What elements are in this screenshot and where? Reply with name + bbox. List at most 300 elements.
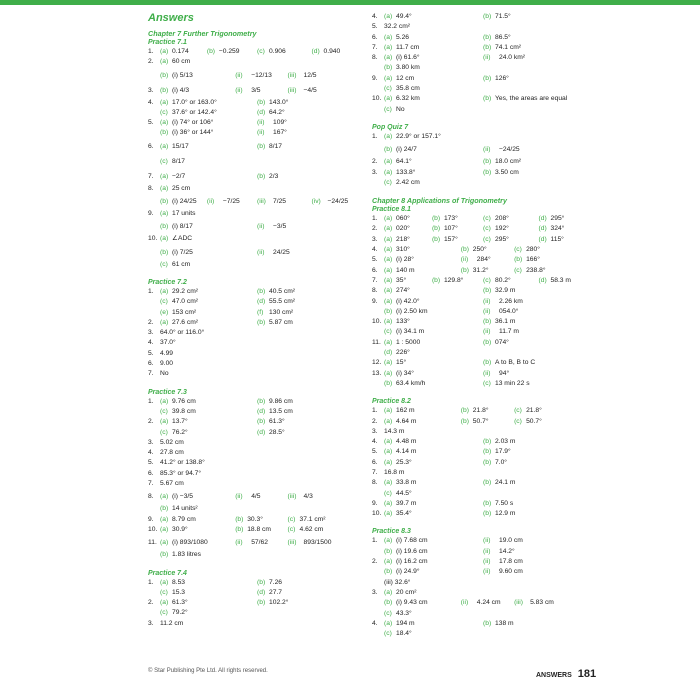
question-number: 4. [148, 98, 154, 106]
answer-value: 15/17 [172, 142, 189, 150]
section-gap [372, 188, 594, 196]
part-label: (c) [514, 266, 522, 274]
part-label: (a) [384, 266, 393, 274]
part-label: (a) [160, 235, 169, 243]
answer-value: 71.5° [495, 13, 511, 20]
answer-row [148, 68, 366, 83]
part-label: (b) [431, 276, 441, 284]
part-label: (b) [235, 515, 244, 523]
answer-value: (i) 19.6 cm [396, 547, 428, 555]
answer-value: 0.906 [269, 48, 286, 55]
answer-row [372, 286, 594, 296]
part-label: (c) [483, 276, 491, 284]
section-gap [148, 270, 366, 278]
answer-value: 4.99 [160, 349, 174, 357]
part-label: (iii) [287, 71, 297, 79]
section-gap [148, 561, 366, 569]
answer-row [148, 260, 366, 270]
answer-value: 167° [273, 129, 287, 137]
answer-value: 126° [495, 74, 509, 82]
answer-row [372, 338, 594, 348]
answer-value: 50.7° [472, 417, 489, 425]
practice-heading: Practice 8.2 [372, 398, 411, 406]
part-label: (b) [160, 71, 169, 79]
answer-value: No [160, 370, 169, 378]
part-label: (c) [483, 215, 491, 223]
answer-row [372, 468, 594, 478]
answer-row [148, 209, 366, 219]
part-label: (a) [160, 599, 169, 607]
answer-row [372, 266, 594, 276]
question-number: 8. [148, 184, 154, 192]
answer-row [372, 157, 594, 167]
answer-value: 0.940 [323, 48, 341, 55]
answer-value: 5.83 cm [530, 599, 554, 607]
answer-row [372, 458, 594, 468]
part-label: (ii) [483, 568, 491, 576]
part-label: (f) [257, 308, 264, 316]
answer-row [148, 308, 366, 318]
part-label: (ii) [460, 599, 469, 607]
answer-value: 63.4 km/h [396, 379, 426, 387]
part-label: (a) [384, 235, 393, 243]
answer-value: 25 cm [172, 184, 191, 192]
answer-value: 13.5 cm [269, 407, 293, 415]
part-label: (c) [514, 407, 522, 415]
answer-row [372, 33, 594, 43]
part-label: (c) [384, 105, 392, 113]
part-label: (ii) [257, 223, 265, 231]
part-label: (b) [257, 418, 266, 426]
part-label: (d) [538, 225, 547, 233]
answer-row [148, 297, 366, 307]
part-label: (b) [483, 168, 492, 176]
answer-row [372, 427, 594, 437]
part-label: (iii) [257, 198, 266, 206]
question-number: 10. [372, 318, 382, 326]
question-number: 3. [372, 235, 378, 243]
part-label: (b) [384, 599, 393, 607]
part-label: (c) [384, 85, 392, 93]
part-label: (ii) [483, 328, 491, 336]
part-label: (b) [160, 248, 169, 256]
part-label: (a) [384, 458, 393, 466]
answer-value: 109° [273, 119, 287, 127]
part-label: (ii) [460, 256, 469, 264]
part-label: (iii) [287, 493, 297, 501]
part-label: (b) [483, 448, 492, 456]
right-answers-body [372, 12, 594, 639]
answer-value: 173° [443, 215, 458, 223]
answer-value: 44.5° [396, 489, 412, 497]
part-label: (d) [257, 428, 266, 436]
practice-heading: Practice 8.1 [372, 206, 411, 214]
part-label: (d) [257, 407, 266, 415]
part-label: (a) [160, 318, 169, 326]
answer-value: 4.64 m [396, 417, 417, 425]
part-label: (a) [384, 54, 393, 62]
answer-row [372, 536, 594, 546]
part-label: (c) [384, 178, 392, 186]
answer-value: (i) 34° [396, 369, 414, 377]
part-label: (b) [235, 525, 244, 533]
part-label: (d) [384, 349, 393, 357]
answer-value: 80.2° [495, 276, 511, 284]
answer-value: −0.259 [218, 48, 240, 55]
part-label: (a) [384, 276, 393, 284]
answer-row [148, 438, 366, 448]
answer-row [372, 53, 594, 63]
answer-value: −7/25 [222, 198, 240, 206]
part-label: (a) [384, 338, 393, 346]
part-label: (a) [384, 369, 393, 377]
question-number: 9. [148, 515, 154, 523]
answer-row [148, 469, 366, 479]
question-number: 8. [148, 493, 154, 501]
answer-row [372, 369, 594, 379]
answer-row [148, 108, 366, 118]
answer-value: 9.00 [160, 360, 174, 368]
part-label: (c) [257, 48, 265, 55]
part-label: (d) [538, 276, 547, 284]
answer-row [372, 43, 594, 53]
answer-row [148, 407, 366, 417]
question-number: 5. [148, 119, 154, 127]
question-number: 6. [372, 458, 378, 466]
question-number: 2. [372, 417, 378, 425]
copyright-footer: © Star Publishing Pte Ltd. All rights reserved. [148, 668, 268, 674]
part-label: (a) [160, 142, 169, 150]
question-number: 11. [372, 338, 381, 346]
answer-row [372, 598, 594, 608]
question-number: 4. [148, 449, 154, 457]
answer-value: 24.0 km² [499, 54, 526, 62]
practice-heading: Pop Quiz 7 [372, 123, 409, 131]
answer-value: 20 cm² [396, 588, 417, 596]
answer-value: 19.0 cm [499, 537, 523, 545]
answer-value: 27.8 cm [160, 449, 184, 457]
answer-value: 57/62 [251, 539, 268, 547]
answer-value: 30.3° [247, 515, 263, 523]
part-label: (b) [460, 246, 469, 254]
part-label: (c) [160, 108, 168, 116]
part-label: (a) [384, 95, 393, 103]
question-number: 12. [372, 359, 382, 367]
answer-value: 157° [443, 235, 458, 243]
part-label: (b) [431, 225, 441, 233]
part-label: (a) [160, 397, 169, 405]
answer-value: 15.3 [172, 588, 186, 596]
answer-row [148, 234, 366, 244]
answer-value: (i) 7/25 [172, 248, 193, 256]
part-label: (a) [384, 168, 393, 176]
question-number: 9. [372, 74, 378, 82]
question-number: 2. [148, 599, 154, 607]
answer-value: (i) 9.43 cm [396, 599, 428, 607]
answer-value: −2/7 [172, 172, 186, 180]
part-label: (b) [460, 407, 469, 415]
answer-value: (i) 7.68 cm [396, 537, 428, 545]
part-label: (c) [160, 588, 168, 596]
answer-value: 15° [396, 359, 407, 367]
part-label: (c) [483, 225, 491, 233]
question-number: 10. [148, 525, 158, 533]
left-answers-body [148, 29, 366, 629]
question-number: 13. [372, 369, 382, 377]
answer-value: 29.2 cm² [172, 287, 199, 295]
answer-row [148, 417, 366, 427]
part-label: (b) [483, 13, 492, 20]
question-number: 7. [148, 370, 154, 378]
part-label: (b) [483, 43, 492, 51]
answer-value: 2.42 cm [396, 178, 420, 186]
answer-row [372, 609, 594, 619]
answer-value: 7/25 [273, 198, 287, 206]
answer-row [372, 245, 594, 255]
answer-value: 61 cm [172, 260, 191, 268]
part-label: (b) [483, 287, 492, 295]
answer-value: 27.6 cm² [172, 318, 199, 326]
answer-value: 280° [526, 246, 540, 254]
answer-row [372, 22, 594, 32]
answer-value: 138 m [495, 619, 514, 627]
answer-row [372, 224, 594, 234]
part-label: (d) [257, 588, 266, 596]
answer-value: 14 units² [172, 505, 198, 513]
part-label: (ii) [483, 54, 491, 62]
answer-row [148, 489, 366, 504]
part-label: (a) [160, 119, 169, 127]
part-label: (b) [460, 417, 469, 425]
answer-value: 102.2° [269, 599, 289, 607]
answer-row [148, 318, 366, 328]
answer-value: 50.7° [526, 417, 542, 425]
part-label: (ii) [257, 119, 265, 127]
question-number: 2. [148, 58, 154, 66]
part-label: (d) [257, 298, 266, 306]
answer-value: 4.14 m [396, 448, 417, 456]
part-label: (c) [384, 489, 392, 497]
part-label: (a) [160, 172, 169, 180]
part-label: (a) [384, 558, 393, 566]
part-label: (a) [384, 499, 393, 507]
footer-section-label: ANSWERS [536, 672, 572, 679]
part-label: (c) [384, 328, 392, 336]
section-gap [372, 115, 594, 123]
question-number: 4. [372, 619, 378, 627]
question-number: 3. [148, 619, 154, 627]
answer-value: 18.0 cm² [495, 158, 522, 166]
part-label: (b) [160, 198, 169, 206]
part-label: (ii) [257, 129, 265, 137]
answer-value: 2/3 [269, 172, 279, 180]
answer-value: 2.03 m [495, 438, 516, 446]
part-label: (b) [257, 599, 266, 607]
part-label: (b) [257, 142, 266, 150]
answer-value: −4/5 [303, 86, 317, 94]
answer-value: (i) 16.2 cm [396, 558, 428, 566]
answer-value: 274° [396, 287, 410, 295]
answer-value: 8/17 [269, 142, 283, 150]
answer-row [372, 132, 594, 142]
answer-row [148, 83, 366, 98]
answer-value: 4.62 cm [299, 525, 324, 533]
answer-value: 47.0 cm² [172, 298, 199, 306]
part-label: (iii) [514, 599, 523, 607]
part-label: (a) [160, 58, 169, 66]
answer-value: (i) 24.9° [396, 568, 420, 576]
part-label: (a) [384, 438, 393, 446]
answer-value: 25.3° [396, 458, 412, 466]
answer-value: 4.48 m [396, 438, 417, 446]
part-label: (iv) [311, 198, 321, 206]
part-label: (a) [160, 578, 169, 586]
practice-heading: Practice 8.3 [372, 528, 411, 536]
answer-row [372, 317, 594, 327]
answer-value: (i) 24/25 [172, 198, 197, 206]
question-number: 4. [372, 438, 378, 446]
part-label: (a) [384, 510, 393, 518]
part-label: (ii) [235, 86, 243, 94]
answer-value: 074° [495, 338, 509, 346]
answer-row [372, 358, 594, 368]
part-label: (ii) [257, 248, 265, 256]
answer-value: 61.3° [269, 418, 285, 426]
question-number: 4. [372, 13, 378, 20]
answer-value: 41.2° or 138.8° [160, 459, 205, 467]
answer-value: 18.4° [396, 630, 412, 638]
part-label: (a) [384, 225, 393, 233]
section-gap [372, 389, 594, 397]
answer-value: (i) 34.1 m [396, 328, 425, 336]
part-label: (e) [160, 308, 169, 316]
practice-heading: Practice 7.4 [148, 569, 187, 577]
answer-value: −12/13 [251, 71, 272, 79]
part-label: (b) [384, 379, 393, 387]
part-label: (b) [160, 223, 169, 231]
question-number: 7. [372, 468, 378, 476]
part-label: (a) [384, 588, 393, 596]
answer-value: 30.9° [172, 525, 188, 533]
part-label: (ii) [483, 297, 491, 305]
answer-row [372, 74, 594, 84]
question-number: 3. [372, 168, 378, 176]
part-label: (a) [384, 158, 393, 166]
answer-value: 12.9 m [495, 510, 516, 518]
answer-value: 166° [526, 256, 540, 264]
question-number: 7. [372, 43, 378, 51]
answer-value: ∠ADC [172, 235, 193, 243]
answers-right-column [372, 12, 594, 639]
part-label: (a) [160, 515, 169, 523]
question-number: 6. [148, 360, 154, 368]
answer-row [148, 479, 366, 489]
part-label: (c) [514, 246, 522, 254]
part-label: (b) [206, 48, 216, 55]
answer-value: 35.8 cm [396, 85, 420, 93]
answer-value: 4/3 [303, 493, 313, 501]
answer-value: 893/1500 [303, 539, 332, 547]
part-label: (ii) [206, 198, 215, 206]
answer-row [372, 297, 594, 307]
practice-heading: Practice 7.3 [148, 388, 187, 396]
part-label: (a) [384, 132, 393, 140]
answer-row [148, 128, 366, 138]
question-number: 9. [372, 499, 378, 507]
answer-value: 61.3° [172, 599, 188, 607]
answer-value: 11.7 m [499, 328, 519, 336]
answer-value: 86.5° [495, 33, 511, 41]
answer-row [148, 619, 366, 629]
answer-value: 24/25 [273, 248, 290, 256]
part-label: (b) [483, 619, 492, 627]
answers-left-column [148, 12, 366, 629]
question-number: 1. [372, 215, 378, 223]
practice-heading: Practice 7.1 [148, 39, 187, 46]
part-label: (a) [384, 215, 393, 223]
part-label: (b) [483, 438, 492, 446]
practice-heading: Practice 7.2 [148, 278, 187, 286]
answer-row [148, 397, 366, 407]
answer-row [148, 169, 366, 184]
answer-value: 13.7° [172, 418, 188, 426]
answer-row [148, 515, 366, 525]
part-label: (a) [160, 418, 169, 426]
part-label: (b) [384, 146, 393, 154]
answer-value: 37.6° or 142.4° [172, 108, 217, 116]
answer-row [148, 98, 366, 108]
answer-value: 16.8 m [384, 468, 405, 476]
part-label: (ii) [483, 558, 491, 566]
answer-value: 238.8° [526, 266, 546, 274]
question-number: 10. [148, 235, 158, 243]
part-label: (b) [160, 505, 169, 513]
page-title: Answers [148, 12, 194, 24]
answer-row [148, 118, 366, 128]
question-number: 7. [372, 276, 378, 284]
part-label: (b) [160, 551, 169, 559]
question-number: 5. [372, 256, 378, 264]
answer-row [148, 139, 366, 154]
part-label: (iii) [287, 86, 297, 94]
part-label: (c) [160, 609, 168, 617]
answer-value: 4.24 cm [476, 599, 501, 607]
question-number: 8. [372, 54, 378, 62]
answer-row [372, 588, 594, 598]
answer-value: 284° [476, 256, 491, 264]
answer-value: 208° [495, 215, 509, 223]
answer-row [372, 547, 594, 557]
part-label: (b) [483, 458, 492, 466]
page-number: 181 [577, 668, 597, 680]
answer-value: 130 cm² [269, 308, 294, 316]
answer-value: 55.5 cm² [269, 298, 296, 306]
answer-value: (i) 4/3 [172, 86, 190, 94]
answer-row [148, 448, 366, 458]
part-label: (b) [257, 397, 266, 405]
answer-row [372, 499, 594, 509]
part-label: (a) [384, 407, 393, 415]
answer-value: 5.02 cm [160, 438, 184, 446]
question-number: 1. [372, 407, 378, 415]
answer-row [372, 307, 594, 317]
answer-row [372, 94, 594, 104]
answer-value: 3.80 km [396, 64, 420, 72]
part-label: (a) [384, 479, 393, 487]
answer-row [372, 557, 594, 567]
answer-value: 8.53 [172, 578, 186, 586]
part-label: (c) [483, 235, 491, 243]
